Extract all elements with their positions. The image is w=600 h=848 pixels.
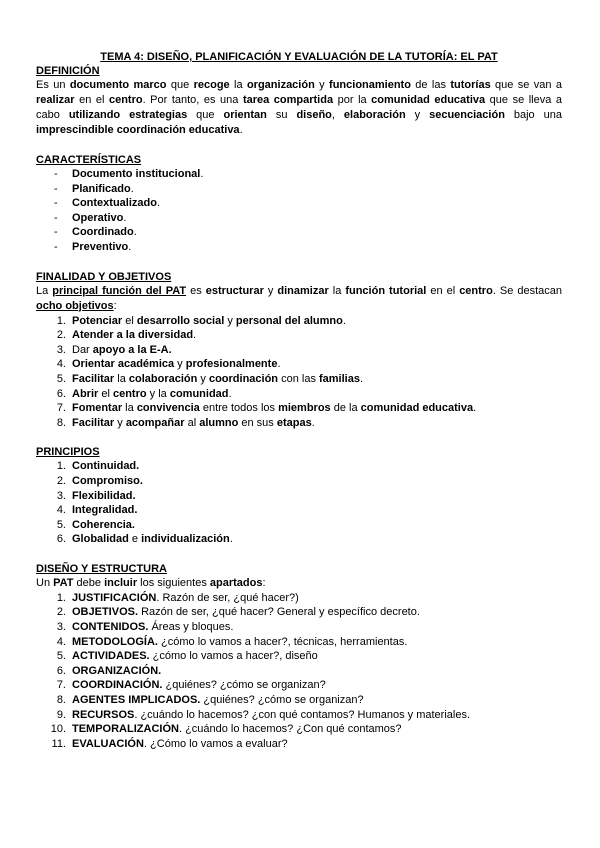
text-run: Razón de ser, ¿qué hacer? General y específico decreto.: [138, 606, 420, 619]
text-run: individualización: [141, 533, 230, 546]
list-item: [36, 664, 562, 679]
text-run: .: [200, 168, 204, 180]
text-run: incluir: [104, 576, 138, 589]
text-run: . ¿cuándo lo hacemos? ¿con qué contamos? Humanos y materiales.: [134, 708, 471, 721]
text-run: miembros: [278, 402, 331, 415]
text-run: .: [133, 226, 137, 239]
text-run: orientan: [223, 109, 267, 121]
list-item: [36, 605, 562, 620]
text-run: Integralidad.: [72, 504, 138, 517]
list-item: [36, 240, 562, 255]
text-run: su: [266, 109, 297, 121]
text-run: funcionamiento: [329, 79, 411, 91]
text-run: debe: [73, 576, 105, 589]
finalidad-intro: [36, 284, 562, 314]
dash-bullet: -: [54, 226, 58, 239]
list-item: [36, 649, 562, 664]
text-run: ,: [331, 109, 344, 121]
list-item: [36, 196, 562, 211]
dash-bullet: -: [54, 240, 58, 253]
text-run: RECURSOS: [72, 708, 135, 721]
text-run: ACTIVIDADES.: [72, 650, 150, 663]
text-run: alumno: [199, 416, 239, 429]
text-run: .: [239, 124, 243, 136]
text-run: Áreas y bloques.: [148, 621, 234, 634]
list-item: [36, 474, 562, 489]
text-run: .: [228, 387, 232, 400]
text-run: EVALUACIÓN: [72, 737, 144, 750]
list-number: 5.: [56, 650, 66, 663]
list-number: 8.: [56, 416, 66, 429]
list-number: 5.: [56, 518, 66, 531]
text-run: en el: [426, 284, 460, 297]
text-run: Flexibilidad.: [72, 489, 136, 502]
text-run: centro: [459, 284, 493, 297]
text-run: organización: [246, 79, 315, 91]
list-number: 6.: [56, 533, 66, 546]
text-run: estructurar: [205, 284, 264, 297]
list-item: [36, 328, 562, 343]
text-run: . ¿Cómo lo vamos a evaluar?: [143, 737, 288, 750]
caracteristicas-list: [36, 167, 562, 255]
text-run: realizar: [36, 94, 75, 106]
text-run: centro: [112, 387, 147, 400]
text-run: al: [184, 416, 200, 429]
dash-bullet: -: [54, 211, 58, 224]
text-run: .: [128, 240, 132, 253]
list-item: [36, 620, 562, 635]
text-run: Operativo: [72, 211, 124, 224]
list-number: 7.: [56, 679, 66, 692]
list-number: 4.: [56, 358, 66, 371]
text-run: los siguientes: [137, 576, 210, 589]
text-run: Planificado: [72, 182, 131, 195]
page-title: TEMA 4: DISEÑO, PLANIFICACIÓN Y EVALUACIÓN DE LA TUTORÍA: EL PAT: [100, 51, 498, 63]
document-page: [36, 50, 562, 751]
text-run: ¿cómo lo vamos a hacer?, técnicas, herramientas.: [157, 635, 408, 648]
text-run: y: [174, 358, 186, 371]
text-run: ORGANIZACIÓN.: [72, 664, 162, 677]
text-run: TEMPORALIZACIÓN: [72, 723, 179, 736]
text-run: profesionalmente: [185, 358, 278, 371]
text-run: y: [263, 284, 278, 297]
list-item: [36, 591, 562, 606]
list-number: 2.: [56, 606, 66, 619]
list-number: 7.: [56, 402, 66, 415]
apartados-list: [36, 591, 562, 752]
text-run: Continuidad.: [72, 460, 140, 473]
text-run: Potenciar: [72, 314, 123, 327]
text-run: la: [229, 79, 247, 91]
text-run: .: [193, 329, 197, 342]
text-run: . Por tanto, es una: [142, 94, 243, 106]
text-run: y: [314, 79, 330, 91]
dash-bullet: -: [54, 197, 58, 210]
text-run: e: [128, 533, 142, 546]
text-run: la: [122, 402, 137, 415]
text-run: centro: [108, 94, 143, 106]
list-item: [36, 401, 562, 416]
text-run: y: [405, 109, 430, 121]
list-item: [36, 343, 562, 358]
text-run: comunidad educativa: [360, 402, 474, 415]
text-run: la: [114, 372, 129, 385]
text-run: ocho objetivos: [36, 299, 114, 312]
text-run: Preventivo: [72, 240, 129, 253]
text-run: Documento institucional: [72, 168, 201, 180]
text-run: tutorías: [450, 79, 491, 91]
list-number: 8.: [56, 694, 66, 707]
list-number: 2.: [56, 329, 66, 342]
principios-list: [36, 459, 562, 547]
text-run: función tutorial: [345, 284, 427, 297]
list-item: [36, 722, 562, 737]
diseno-heading: DISEÑO Y ESTRUCTURA: [36, 562, 168, 575]
text-run: Es un: [36, 79, 70, 91]
list-number: 6.: [56, 664, 66, 677]
principios-heading: PRINCIPIOS: [36, 446, 100, 459]
text-run: el: [122, 314, 137, 327]
text-run: con las: [278, 372, 319, 385]
text-run: secuenciación: [429, 109, 505, 121]
text-run: personal del alumno: [235, 314, 343, 327]
finalidad-heading: FINALIDAD Y OBJETIVOS: [36, 270, 172, 283]
text-run: bajo una: [504, 109, 562, 121]
list-item: [36, 737, 562, 752]
list-item: [36, 503, 562, 518]
text-run: que se van a: [490, 79, 562, 91]
text-run: por la: [333, 94, 372, 106]
text-run: desarrollo social: [136, 314, 225, 327]
text-run: etapas: [276, 416, 312, 429]
text-run: que: [187, 109, 224, 121]
text-run: de las: [410, 79, 451, 91]
list-number: 5.: [56, 372, 66, 385]
text-run: La: [36, 284, 53, 297]
list-item: [36, 372, 562, 387]
text-run: tarea compartida: [242, 94, 334, 106]
list-item: [36, 211, 562, 226]
list-number: 6.: [56, 387, 66, 400]
text-run: ¿quiénes? ¿cómo se organizan?: [200, 694, 364, 707]
list-number: 4.: [56, 504, 66, 517]
list-number: 10.: [50, 723, 66, 736]
list-item: [36, 314, 562, 329]
objetivos-list: [36, 314, 562, 431]
text-run: .: [156, 197, 161, 210]
text-run: comunidad: [169, 387, 229, 400]
text-run: familias: [319, 372, 360, 385]
text-run: Coherencia.: [72, 518, 135, 531]
list-number: 1.: [56, 591, 66, 604]
text-run: Atender a la diversidad: [72, 329, 194, 342]
text-run: AGENTES IMPLICADOS.: [72, 694, 201, 707]
list-item: [36, 532, 562, 547]
text-run: METODOLOGÍA.: [72, 635, 158, 648]
text-run: utilizando estrategias: [68, 109, 188, 121]
list-item: [36, 387, 562, 402]
text-run: OBJETIVOS.: [72, 606, 139, 619]
text-run: acompañar: [125, 416, 185, 429]
list-number: 9.: [56, 708, 66, 721]
text-run: Fomentar: [72, 402, 123, 415]
text-run: en el: [74, 94, 109, 106]
list-item: [36, 167, 562, 182]
text-run: . Se destacan: [492, 284, 562, 297]
text-run: Dar: [72, 343, 93, 356]
text-run: que se lleva a cabo: [36, 94, 563, 121]
diseno-intro: [36, 576, 562, 591]
text-run: apoyo a la E-A.: [92, 343, 172, 356]
text-run: .: [277, 358, 281, 371]
list-number: 1.: [56, 314, 66, 327]
text-run: convivencia: [136, 402, 200, 415]
text-run: .: [123, 211, 127, 224]
text-run: principal función del PAT: [52, 284, 187, 297]
list-number: 2.: [56, 474, 66, 487]
text-run: de la: [330, 402, 361, 415]
text-run: que: [166, 79, 194, 91]
text-run: :: [262, 576, 266, 589]
text-run: y la: [146, 387, 170, 400]
text-run: elaboración: [343, 109, 406, 121]
text-run: recoge: [193, 79, 230, 91]
caracteristicas-heading: CARACTERÍSTICAS: [36, 154, 142, 166]
text-run: Contextualizado: [72, 197, 157, 210]
list-item: [36, 489, 562, 504]
list-item: [36, 518, 562, 533]
text-run: Globalidad: [72, 533, 129, 546]
list-number: 3.: [56, 621, 66, 634]
list-number: 4.: [56, 635, 66, 648]
list-item: [36, 635, 562, 650]
text-run: Abrir: [72, 387, 99, 400]
text-run: Un: [36, 576, 54, 589]
text-run: . Razón de ser, ¿qué hacer?): [156, 591, 299, 604]
text-run: Compromiso.: [72, 474, 143, 487]
text-run: en sus: [238, 416, 277, 429]
text-run: coordinación: [208, 372, 279, 385]
list-number: 11.: [51, 737, 66, 750]
text-run: Orientar académica: [72, 358, 175, 371]
list-item: [36, 416, 562, 431]
text-run: dinamizar: [277, 284, 329, 297]
definicion-paragraph: [36, 78, 562, 138]
text-run: JUSTIFICACIÓN: [72, 591, 157, 604]
text-run: documento marco: [69, 79, 167, 91]
text-run: ¿quiénes? ¿cómo se organizan?: [162, 679, 326, 692]
text-run: CONTENIDOS.: [72, 621, 149, 634]
text-run: .: [359, 372, 364, 385]
list-item: [36, 708, 562, 723]
text-run: .: [342, 314, 346, 327]
text-run: Facilitar: [72, 416, 115, 429]
text-run: Coordinado: [72, 226, 134, 239]
text-run: PAT: [53, 576, 74, 589]
text-run: es: [186, 284, 206, 297]
list-number: 3.: [56, 343, 66, 356]
list-number: 1.: [56, 460, 66, 473]
text-run: y: [114, 416, 126, 429]
list-number: 3.: [56, 489, 66, 502]
text-run: .: [229, 533, 233, 546]
list-item: [36, 357, 562, 372]
text-run: entre todos los: [199, 402, 279, 415]
text-run: colaboración: [128, 372, 198, 385]
text-run: y: [224, 314, 236, 327]
text-run: .: [311, 416, 315, 429]
text-run: y: [197, 372, 209, 385]
dash-bullet: -: [54, 182, 58, 195]
text-run: imprescindible coordinación educativa: [36, 124, 240, 136]
list-item: [36, 182, 562, 197]
text-run: .: [473, 402, 477, 415]
text-run: :: [113, 299, 117, 312]
list-item: [36, 693, 562, 708]
definicion-heading: DEFINICIÓN: [36, 65, 100, 77]
list-item: [36, 678, 562, 693]
text-run: diseño: [296, 109, 332, 121]
text-run: .: [130, 182, 134, 195]
list-item: [36, 459, 562, 474]
text-run: apartados: [209, 576, 263, 589]
text-run: la: [328, 284, 346, 297]
dash-bullet: -: [54, 168, 58, 180]
text-run: comunidad educativa: [371, 94, 486, 106]
text-run: ¿cómo lo vamos a hacer?, diseño: [149, 650, 318, 663]
text-run: Facilitar: [72, 372, 115, 385]
text-run: COORDINACIÓN.: [72, 679, 163, 692]
text-run: . ¿cuándo lo hacemos? ¿Con qué contamos?: [178, 723, 402, 736]
list-item: [36, 225, 562, 240]
text-run: el: [98, 387, 113, 400]
